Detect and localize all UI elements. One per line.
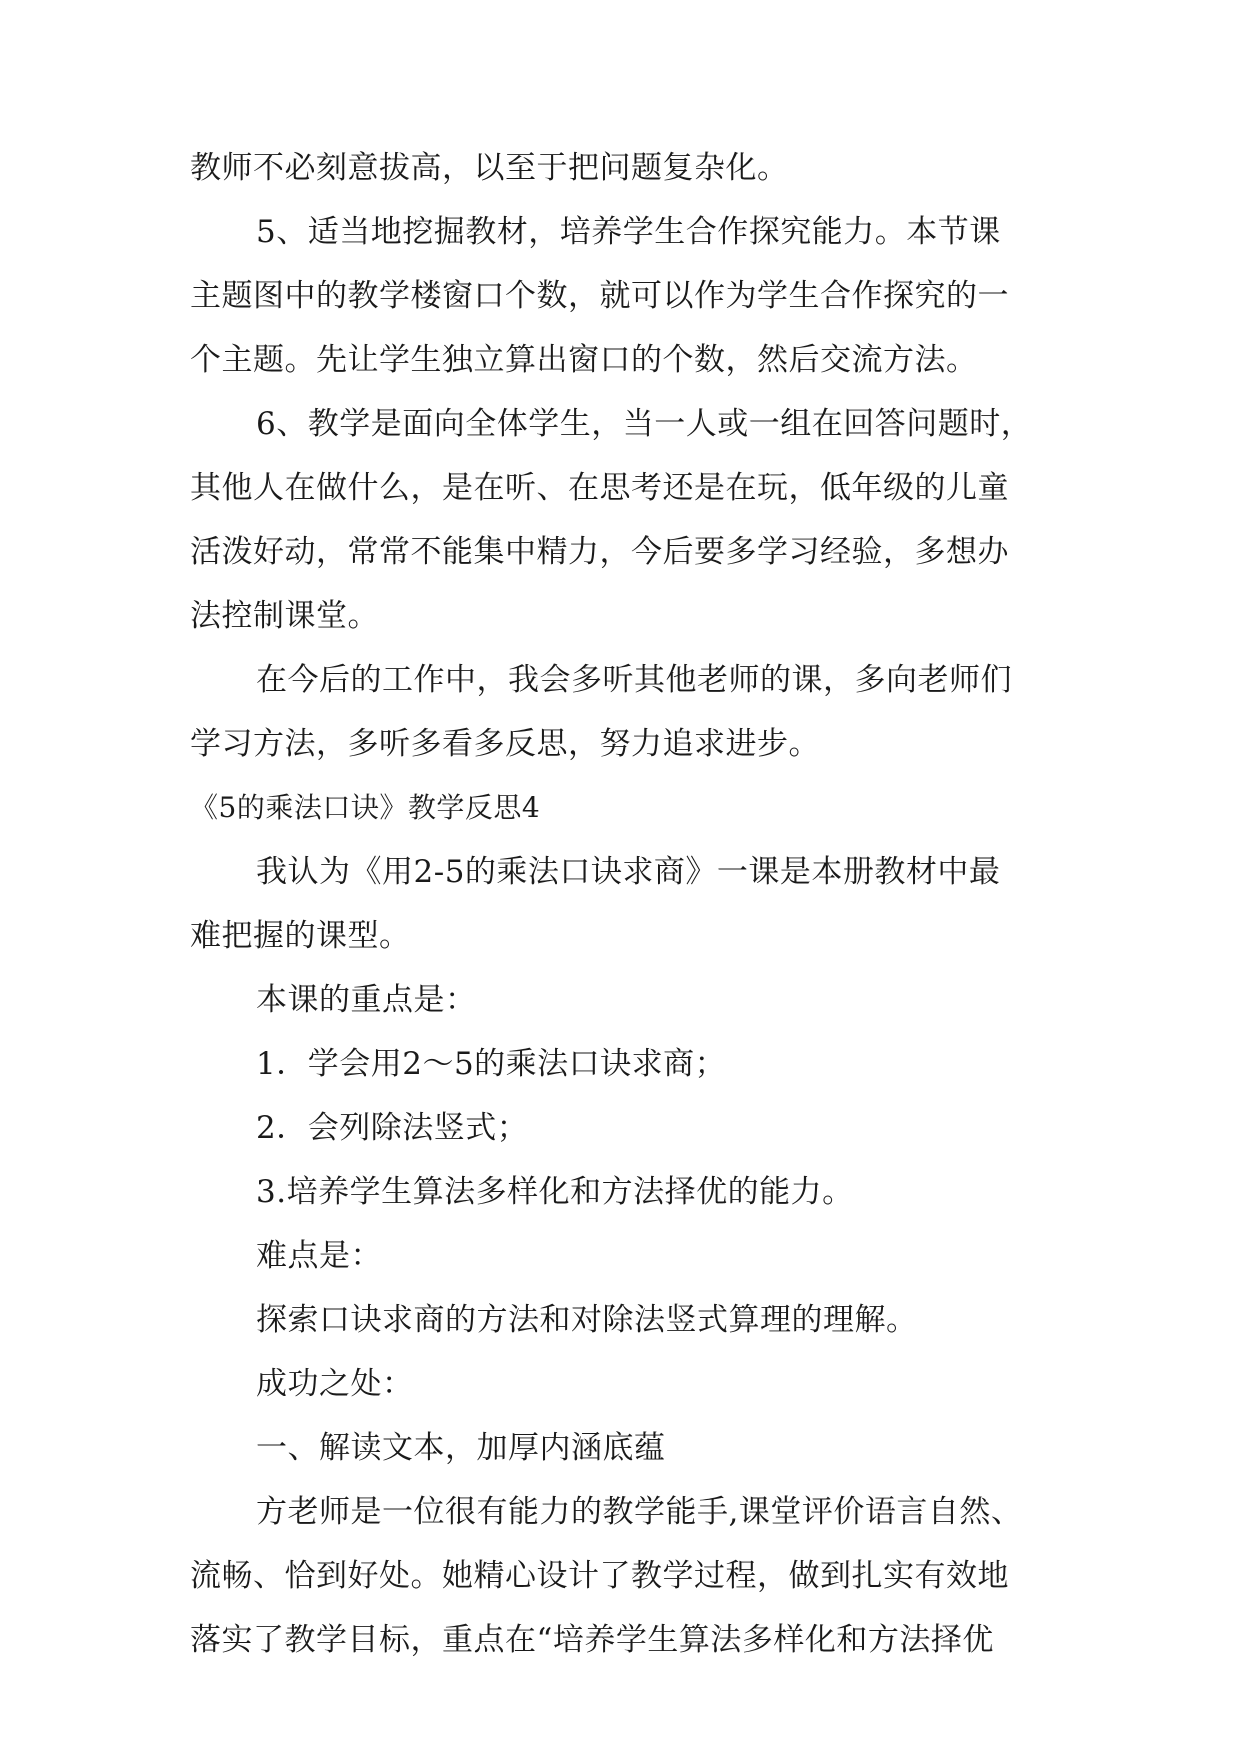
- text-line: 活泼好动，常常不能集中精力，今后要多学习经验，多想办: [190, 534, 1009, 570]
- text-line: 成功之处：: [256, 1366, 414, 1402]
- text-line: 主题图中的教学楼窗口个数，就可以作为学生合作探究的一: [190, 278, 1009, 314]
- text-line: 法控制课堂。: [190, 598, 379, 634]
- text-line: 教师不必刻意拔高，以至于把问题复杂化。: [190, 150, 789, 186]
- list-item: 1．学会用2～5的乘法口诀求商；: [256, 1046, 727, 1082]
- text-line: 方老师是一位很有能力的教学能手,课堂评价语言自然、: [256, 1494, 1023, 1530]
- text-line: 在今后的工作中，我会多听其他老师的课，多向老师们: [256, 662, 1012, 698]
- list-item: 2．会列除法竖式；: [256, 1110, 529, 1146]
- text-line: 落实了教学目标，重点在“培养学生算法多样化和方法择优: [190, 1622, 994, 1658]
- text-line: 本课的重点是：: [256, 982, 477, 1018]
- text-line: 探索口诀求商的方法和对除法竖式算理的理解。: [256, 1302, 918, 1338]
- text-line: 其他人在做什么，是在听、在思考还是在玩，低年级的儿童: [190, 470, 1009, 506]
- text-line: 个主题。先让学生独立算出窗口的个数，然后交流方法。: [190, 342, 978, 378]
- text-line: 5、适当地挖掘教材，培养学生合作探究能力。本节课: [256, 214, 1001, 250]
- text-line: 难点是：: [256, 1238, 382, 1274]
- text-line: 6、教学是面向全体学生，当一人或一组在回答问题时，: [256, 406, 1033, 442]
- section-heading: 《5的乘法口诀》教学反思4: [190, 791, 541, 824]
- text-line: 学习方法，多听多看多反思，努力追求进步。: [190, 726, 820, 762]
- text-line: 难把握的课型。: [190, 918, 411, 954]
- text-line: 我认为《用2-5的乘法口诀求商》一课是本册教材中最: [256, 854, 1001, 890]
- list-item: 3.培养学生算法多样化和方法择优的能力。: [256, 1174, 854, 1210]
- text-line: 流畅、恰到好处。她精心设计了教学过程，做到扎实有效地: [190, 1558, 1009, 1594]
- text-line: 一、解读文本，加厚内涵底蕴: [256, 1430, 666, 1466]
